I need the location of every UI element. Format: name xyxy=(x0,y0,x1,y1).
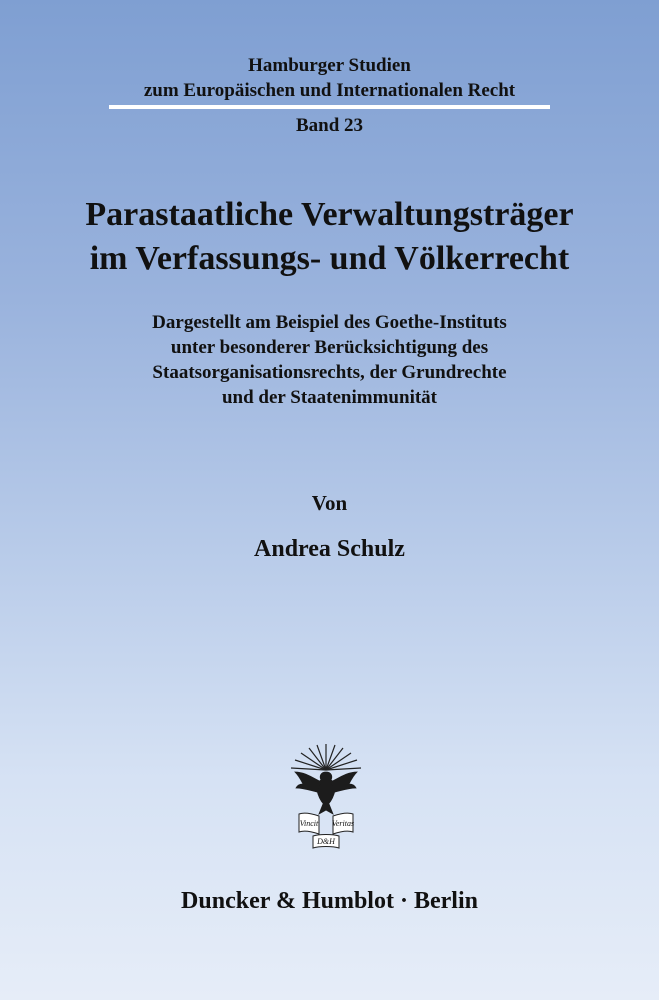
logo-motto-line-2: Veritas xyxy=(331,819,355,828)
book-subtitle-line-2: unter besonderer Berücksichtigung des xyxy=(170,337,489,358)
book-subtitle xyxy=(0,310,659,410)
series-title-line-1: Hamburger Studien xyxy=(248,55,411,76)
logo-motto-line-1: Vincit xyxy=(299,819,319,828)
series-title-line-2: zum Europäischen und Internationalen Recht xyxy=(143,80,516,101)
book-subtitle-line-1: Dargestellt am Beispiel des Goethe-Instituts xyxy=(152,312,507,333)
book-title-line-2: im Verfassungs- und Völkerrecht xyxy=(89,240,570,277)
book-subtitle-line-4: und der Staatenimmunität xyxy=(221,387,437,408)
publisher-imprint: Duncker & Humblot · Berlin xyxy=(181,888,478,914)
series-divider xyxy=(109,105,550,109)
book-subtitle-line-3: Staatsorganisationsrechts, der Grundrechte xyxy=(152,362,507,383)
author-name: Andrea Schulz xyxy=(254,536,405,562)
logo-initials: D&H xyxy=(317,837,335,846)
book-title xyxy=(0,193,659,281)
series-title xyxy=(0,53,659,103)
volume-number: Band 23 xyxy=(295,115,364,136)
book-title-line-1: Parastaatliche Verwaltungsträger xyxy=(85,196,574,233)
byline-prefix: Von xyxy=(311,491,348,515)
eagle-emblem-icon xyxy=(283,742,369,852)
